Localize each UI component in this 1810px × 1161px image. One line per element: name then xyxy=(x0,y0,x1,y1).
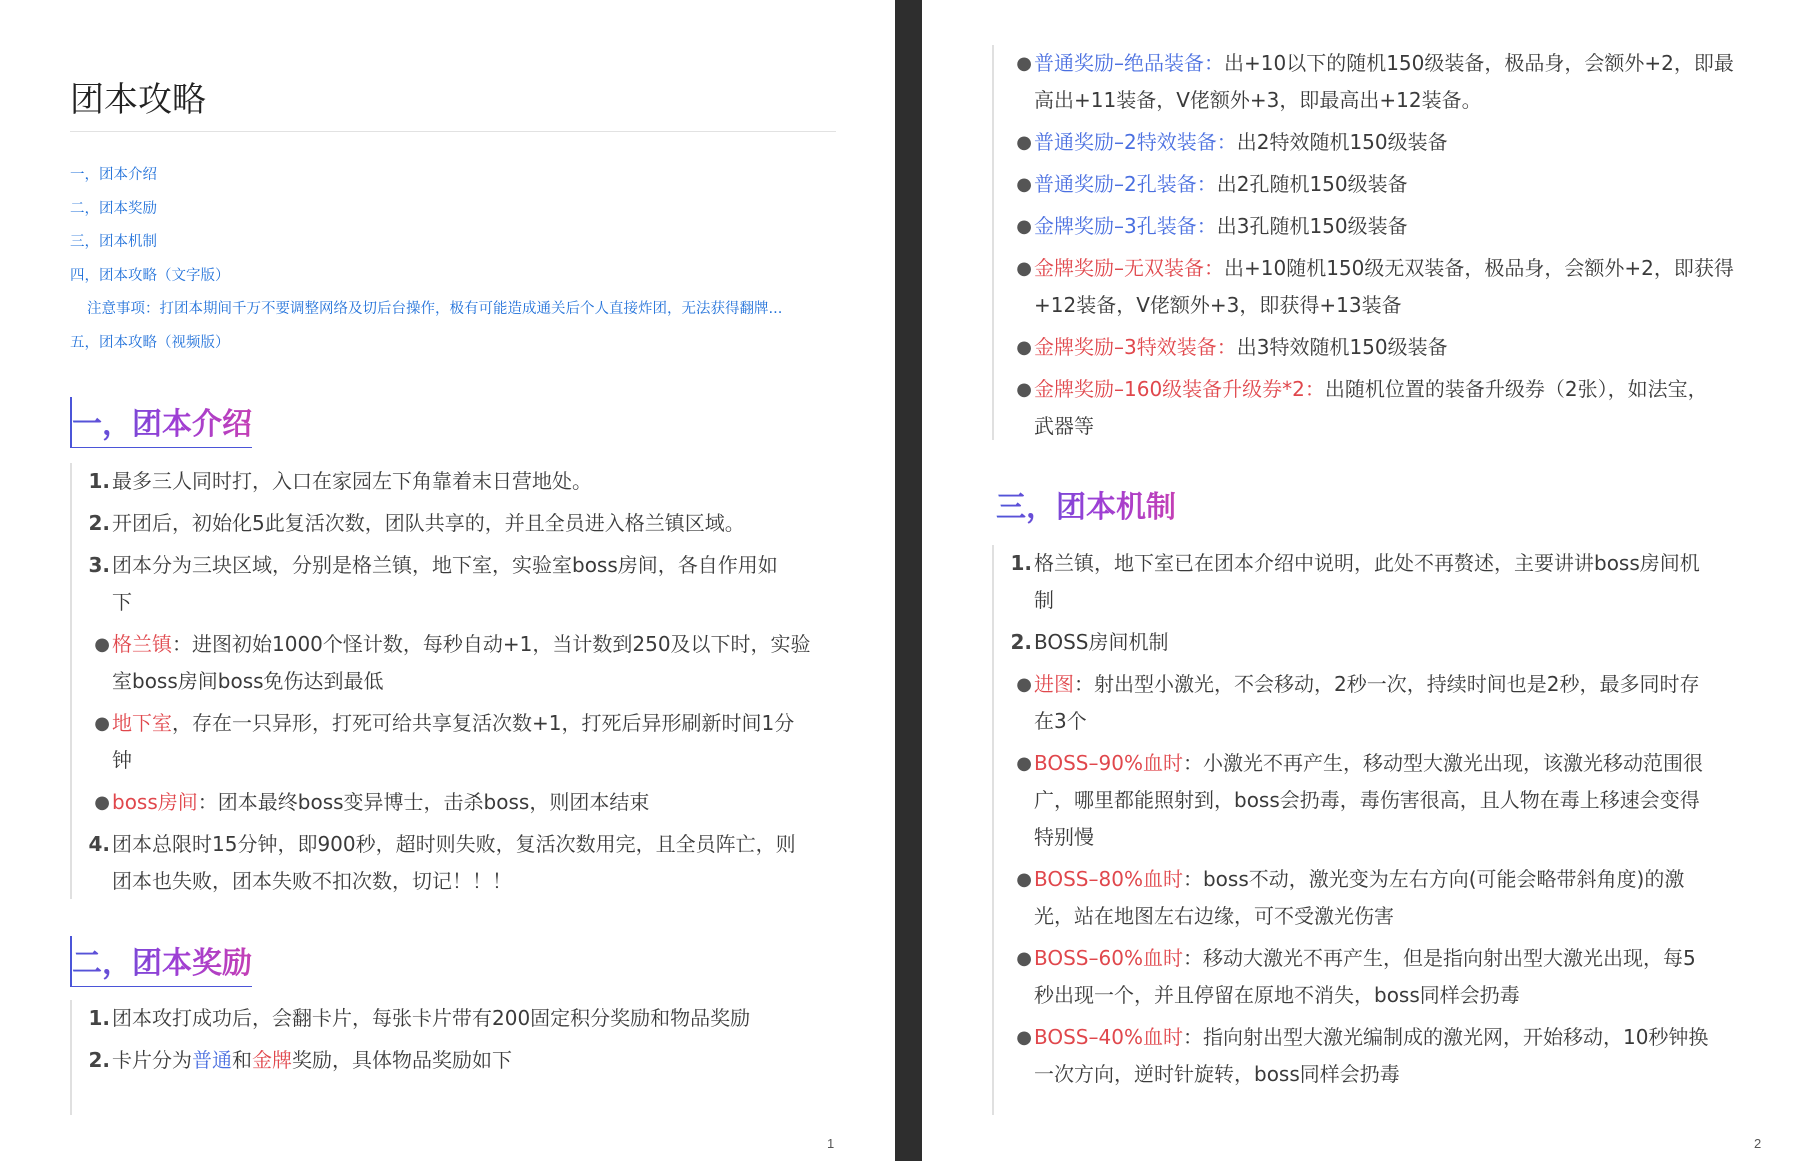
bullet-dot-icon: ● xyxy=(1016,337,1032,358)
bullet-item xyxy=(1008,1019,1784,1093)
list-item-text: 团本总限时15分钟，即900秒，超时则失败，复活次数用完，且全员阵亡，则 团本也失败，团本失败不扣次数，切记！！！ xyxy=(112,832,796,893)
reward-item xyxy=(1008,329,1784,366)
list-item-text: 开团后，初始化5此复活次数，团队共享的，并且全员进入格兰镇区域。 xyxy=(112,511,745,535)
reward-item xyxy=(1008,124,1784,161)
document-page-1 xyxy=(0,0,895,1161)
toc-link[interactable]: 四，团本攻略（文字版） xyxy=(70,267,230,284)
bullet-text: 金牌奖励–160级装备升级券*2：出随机位置的装备升级券（2张），如法宝， 武器等 xyxy=(1034,377,1708,438)
highlight-term: BOSS–60%血时 xyxy=(1034,946,1183,970)
reward-term: 普通奖励–绝品装备： xyxy=(1034,51,1224,75)
list-item-text: 卡片分为普通和金牌奖励，具体物品奖励如下 xyxy=(112,1048,512,1072)
reward-term: 金牌奖励–3特效装备： xyxy=(1034,335,1237,359)
reward-item xyxy=(1008,45,1784,119)
list-item xyxy=(86,1042,842,1079)
rewards-intro-list xyxy=(70,1000,842,1115)
list-number: 2. xyxy=(88,511,110,535)
toc-link[interactable]: 注意事项：打团本期间千万不要调整网络及切后台操作，极有可能造成通关后个人直接炸团，无法获得翻牌... xyxy=(87,301,783,317)
section-heading-intro: 一，团本介绍 xyxy=(70,397,252,448)
list-number: 2. xyxy=(1010,630,1032,654)
list-item-text: 团本分为三块区域，分别是格兰镇，地下室，实验室boss房间，各自作用如 下 xyxy=(112,553,778,614)
bullet-dot-icon: ● xyxy=(94,792,110,813)
list-item-text: BOSS房间机制 xyxy=(1034,630,1169,654)
list-item xyxy=(86,505,842,542)
list-number: 1. xyxy=(88,469,110,493)
list-item xyxy=(86,1000,842,1037)
list-item xyxy=(1008,624,1784,661)
bullet-text: 地下室，存在一只异形，打死可给共享复活次数+1，打死后异形刷新时间1分 钟 xyxy=(112,711,795,772)
bullet-item xyxy=(86,626,842,700)
bullet-dot-icon: ● xyxy=(1016,216,1032,237)
list-item xyxy=(86,826,842,900)
bullet-text: BOSS–40%血时：指向射出型大激光编制成的激光网，开始移动，10秒钟换 一次方向，逆时针旋转，boss同样会扔毒 xyxy=(1034,1025,1709,1086)
bullet-dot-icon: ● xyxy=(1016,174,1032,195)
table-of-contents xyxy=(70,163,782,364)
bullet-dot-icon: ● xyxy=(1016,1027,1032,1048)
highlight-term: BOSS–90%血时 xyxy=(1034,751,1183,775)
list-number: 2. xyxy=(88,1048,110,1072)
bullet-dot-icon: ● xyxy=(1016,132,1032,153)
reward-term: 金牌奖励–3孔装备： xyxy=(1034,214,1217,238)
bullet-item xyxy=(1008,940,1784,1014)
bullet-item xyxy=(86,705,842,779)
bullet-dot-icon: ● xyxy=(94,634,110,655)
bullet-text: 普通奖励–绝品装备：出+10以下的随机150级装备，极品身，会额外+2，即最 高出+11装备，V佬额外+3，即最高出+12装备。 xyxy=(1034,51,1734,112)
list-item-text: 团本攻打成功后，会翻卡片，每张卡片带有200固定积分奖励和物品奖励 xyxy=(112,1006,751,1030)
reward-term: 普通奖励–2特效装备： xyxy=(1034,130,1237,154)
bullet-dot-icon: ● xyxy=(1016,379,1032,400)
mechanics-list xyxy=(992,545,1784,1115)
bullet-dot-icon: ● xyxy=(1016,674,1032,695)
highlight-term: boss房间 xyxy=(112,790,198,814)
bullet-text: 金牌奖励–3孔装备：出3孔随机150级装备 xyxy=(1034,214,1408,238)
bullet-text: 金牌奖励–3特效装备：出3特效随机150级装备 xyxy=(1034,335,1448,359)
bullet-item xyxy=(1008,745,1784,856)
list-number: 1. xyxy=(1010,551,1032,575)
reward-term: 金牌奖励–无双装备： xyxy=(1034,256,1224,280)
reward-term: 普通奖励–2孔装备： xyxy=(1034,172,1217,196)
list-item-text: 最多三人同时打，入口在家园左下角靠着末日营地处。 xyxy=(112,469,592,493)
bullet-item xyxy=(1008,666,1784,740)
highlight-term: 地下室 xyxy=(112,711,172,735)
bullet-dot-icon: ● xyxy=(1016,869,1032,890)
list-item xyxy=(86,547,842,621)
highlight-term: 进图 xyxy=(1034,672,1074,696)
bullet-dot-icon: ● xyxy=(1016,948,1032,969)
section-heading-rewards: 二，团本奖励 xyxy=(70,936,252,987)
page-number: 2 xyxy=(1754,1136,1762,1151)
highlight-normal: 普通 xyxy=(192,1048,232,1072)
highlight-term: 格兰镇 xyxy=(112,632,172,656)
bullet-dot-icon: ● xyxy=(1016,53,1032,74)
reward-term: 金牌奖励–160级装备升级券*2： xyxy=(1034,377,1325,401)
page-number: 1 xyxy=(827,1136,835,1151)
bullet-text: 普通奖励–2孔装备：出2孔随机150级装备 xyxy=(1034,172,1408,196)
bullet-dot-icon: ● xyxy=(94,713,110,734)
highlight-term: BOSS–80%血时 xyxy=(1034,867,1183,891)
list-number: 1. xyxy=(88,1006,110,1030)
bullet-text: 进图：射出型小激光，不会移动，2秒一次，持续时间也是2秒，最多同时存 在3个 xyxy=(1034,672,1700,733)
section-heading-mechanics: 三，团本机制 xyxy=(996,480,1176,530)
bullet-item xyxy=(1008,861,1784,935)
list-number: 4. xyxy=(88,832,110,856)
list-item xyxy=(1008,545,1784,619)
bullet-dot-icon: ● xyxy=(1016,753,1032,774)
highlight-term: BOSS–40%血时 xyxy=(1034,1025,1183,1049)
toc-link[interactable]: 三，团本机制 xyxy=(70,234,157,250)
reward-item xyxy=(1008,166,1784,203)
reward-item xyxy=(1008,250,1784,324)
bullet-text: BOSS–90%血时：小激光不再产生，移动型大激光出现，该激光移动范围很 广，哪里都能照射到，boss会扔毒，毒伤害很高，且人物在毒上移速会变得 特别慢 xyxy=(1034,751,1703,849)
highlight-gold: 金牌 xyxy=(252,1048,292,1072)
bullet-text: 格兰镇：进图初始1000个怪计数，每秒自动+1，当计数到250及以下时，实验 室boss房间boss免伤达到最低 xyxy=(112,632,811,693)
toc-link[interactable]: 二，团本奖励 xyxy=(70,200,157,217)
bullet-text: 普通奖励–2特效装备：出2特效随机150级装备 xyxy=(1034,130,1448,154)
bullet-text: BOSS–80%血时：boss不动，激光变为左右方向(可能会略带斜角度)的激 光，站在地图左右边缘，可不受激光伤害 xyxy=(1034,867,1685,928)
bullet-text: 金牌奖励–无双装备：出+10随机150级无双装备，极品身，会额外+2，即获得 +12装备，V佬额外+3，即获得+13装备 xyxy=(1034,256,1734,317)
list-item-text: 格兰镇，地下室已在团本介绍中说明，此处不再赘述，主要讲讲boss房间机 制 xyxy=(1034,551,1700,612)
bullet-dot-icon: ● xyxy=(1016,258,1032,279)
toc-link[interactable]: 一，团本介绍 xyxy=(70,167,157,183)
list-item xyxy=(86,463,842,500)
reward-item xyxy=(1008,371,1784,445)
intro-list xyxy=(70,463,842,899)
bullet-item xyxy=(86,784,842,821)
bullet-text: boss房间：团本最终boss变异博士，击杀boss，则团本结束 xyxy=(112,790,650,814)
document-page-2 xyxy=(922,0,1810,1161)
reward-item xyxy=(1008,208,1784,245)
reward-list xyxy=(992,45,1784,440)
bullet-text: BOSS–60%血时：移动大激光不再产生，但是指向射出型大激光出现，每5 秒出现一个，并且停留在原地不消失，boss同样会扔毒 xyxy=(1034,946,1696,1007)
list-number: 3. xyxy=(88,553,110,577)
toc-link[interactable]: 五，团本攻略（视频版） xyxy=(70,334,230,351)
document-title: 团本攻略 xyxy=(70,72,836,132)
